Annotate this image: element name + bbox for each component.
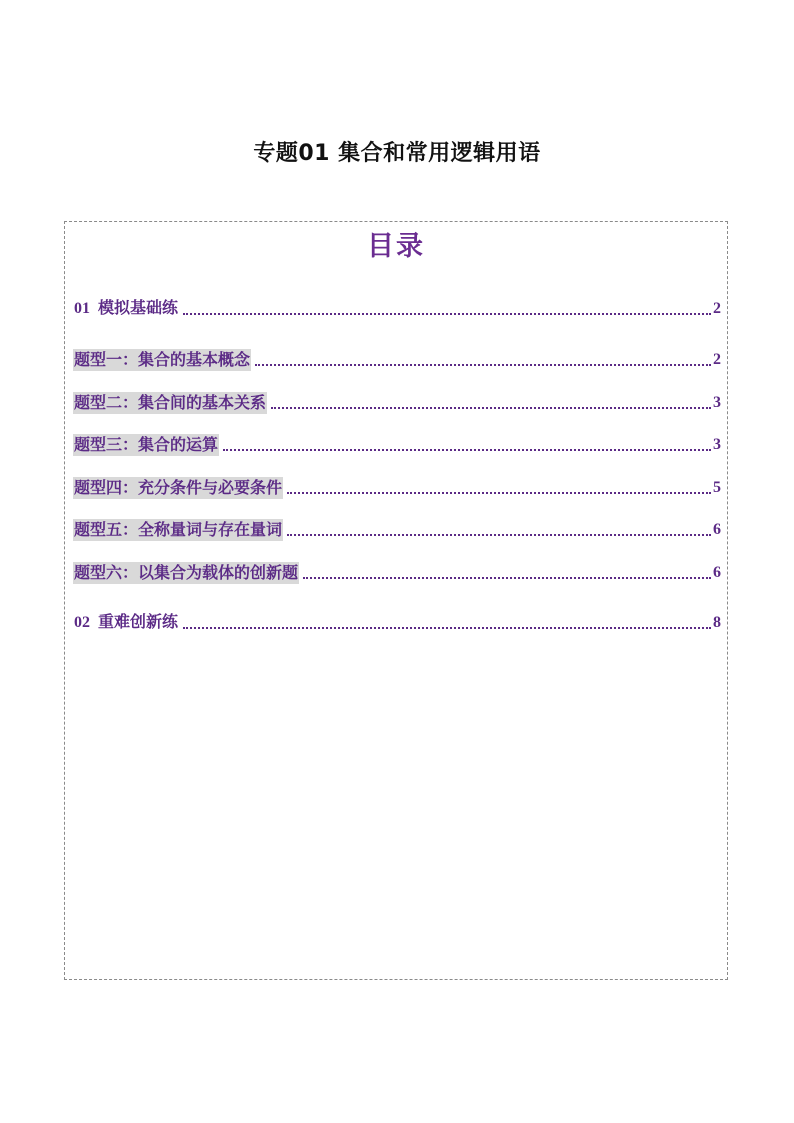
toc-entry-type-2[interactable] — [73, 390, 721, 414]
toc-entry-type-4[interactable] — [73, 475, 721, 499]
dot-leader — [183, 627, 711, 629]
toc-entry-title: 题型一：集合的基本概念 — [74, 350, 251, 369]
dot-leader — [223, 449, 711, 451]
toc-entry-type-5[interactable] — [73, 517, 721, 541]
toc-entry-number: 02 — [74, 614, 90, 631]
table-of-contents — [64, 221, 728, 980]
toc-entry-section-02[interactable] — [73, 610, 721, 634]
dot-leader — [271, 407, 711, 409]
toc-entry-page: 6 — [713, 521, 721, 538]
toc-entry-page: 2 — [713, 351, 721, 368]
toc-entry-title: 题型二：集合间的基本关系 — [74, 393, 267, 412]
toc-entry-title: 题型四：充分条件与必要条件 — [74, 478, 283, 497]
toc-entry-page: 5 — [713, 479, 721, 496]
toc-entry-page: 8 — [713, 614, 721, 631]
toc-entry-title: 题型六：以集合为载体的创新题 — [74, 563, 299, 582]
dot-leader — [255, 364, 711, 366]
toc-entry-section-01[interactable] — [73, 296, 721, 320]
toc-entry-type-3[interactable] — [73, 432, 721, 456]
toc-entry-type-6[interactable] — [73, 560, 721, 584]
toc-entry-page: 2 — [713, 300, 721, 317]
dot-leader — [303, 577, 711, 579]
toc-entry-page: 6 — [713, 564, 721, 581]
toc-entry-number: 01 — [74, 300, 90, 317]
toc-entry-page: 3 — [713, 436, 721, 453]
dot-leader — [183, 313, 711, 315]
toc-entry-title: 题型五：全称量词与存在量词 — [74, 520, 283, 539]
toc-entry-type-1[interactable] — [73, 347, 721, 371]
dot-leader — [287, 534, 711, 536]
toc-entry-title: 模拟基础练 — [98, 298, 179, 317]
toc-entry-title: 题型三：集合的运算 — [74, 435, 219, 454]
toc-entry-page: 3 — [713, 394, 721, 411]
toc-entry-label — [73, 297, 179, 320]
toc-entry-title: 重难创新练 — [98, 612, 179, 631]
document-title: 专题01 集合和常用逻辑用语 — [253, 141, 541, 166]
dot-leader — [287, 492, 711, 494]
toc-entry-label — [73, 611, 179, 634]
toc-heading: 目录 — [367, 231, 425, 262]
